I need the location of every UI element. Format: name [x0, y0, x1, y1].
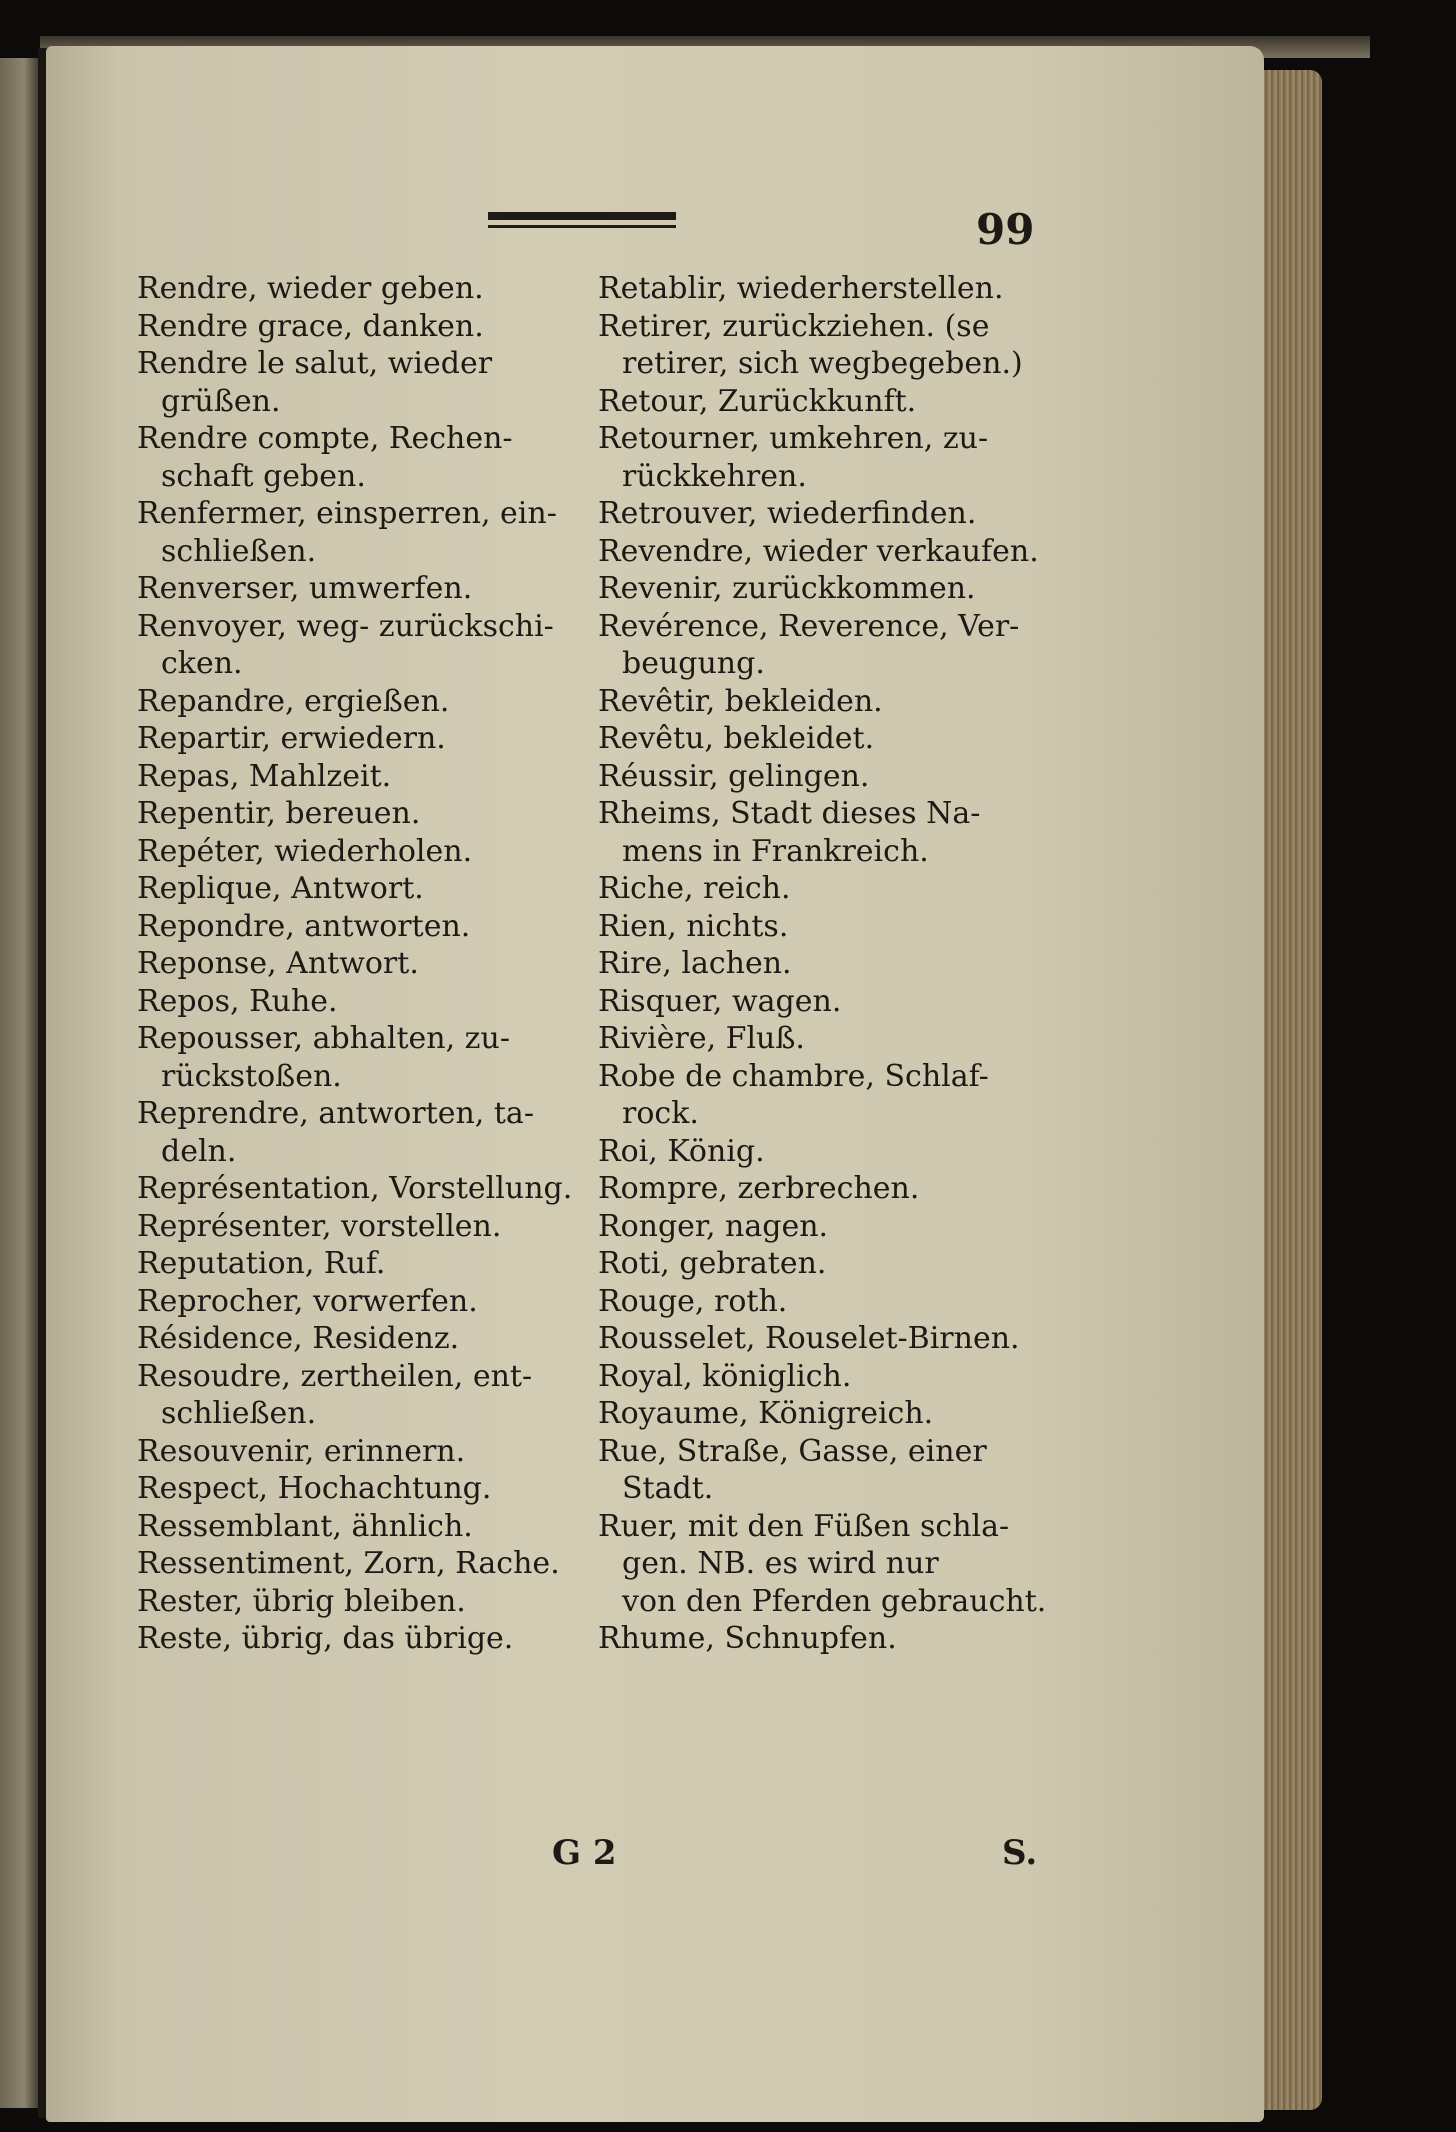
dictionary-line: Roi, König.	[598, 1133, 765, 1169]
dictionary-line: Revendre, wieder verkaufen.	[598, 533, 1039, 569]
dictionary-line: Retourner, umkehren, zu-	[598, 421, 989, 456]
header-rule	[488, 212, 676, 228]
dictionary-line: retirer, sich wegbegeben.)	[622, 346, 1023, 381]
dictionary-line: Respect, Hochachtung.	[137, 1471, 492, 1506]
dictionary-line: Rien, nichts.	[598, 908, 789, 944]
dictionary-line: rock.	[622, 1096, 699, 1131]
dictionary-line: Repentir, bereuen.	[137, 796, 421, 831]
page-number: 99	[976, 205, 1035, 254]
dictionary-line: Rompre, zerbrechen.	[598, 1171, 920, 1206]
dictionary-line: Revêtu, bekleidet.	[598, 721, 875, 756]
dictionary-line: Retirer, zurückziehen. (se	[598, 308, 990, 344]
dictionary-line: Repas, Mahlzeit.	[137, 758, 392, 794]
dictionary-line: Repartir, erwiedern.	[137, 721, 446, 756]
dictionary-line: Rivière, Fluß.	[598, 1021, 805, 1056]
dictionary-line: Repéter, wiederholen.	[137, 833, 473, 869]
dictionary-line: Repousser, abhalten, zu-	[137, 1021, 510, 1056]
dictionary-line: Rouge, roth.	[598, 1283, 788, 1319]
dictionary-line: schließen.	[161, 533, 317, 569]
dictionary-line: Rousselet, Rouselet-Birnen.	[598, 1321, 1020, 1356]
dictionary-line: Renverser, umwerfen.	[137, 571, 473, 606]
dictionary-line: Reponse, Antwort.	[137, 946, 419, 981]
dictionary-line: gen. NB. es wird nur	[622, 1546, 939, 1581]
dictionary-line: Ronger, nagen.	[598, 1208, 829, 1244]
dictionary-line: Représentation, Vorstellung.	[137, 1171, 573, 1206]
dictionary-line: Ressentiment, Zorn, Rache.	[137, 1546, 560, 1581]
dictionary-line: Replique, Antwort.	[137, 871, 424, 906]
dictionary-line: cken.	[161, 646, 243, 681]
dictionary-line: Repos, Ruhe.	[137, 983, 338, 1019]
dictionary-line: Rendre le salut, wieder	[137, 346, 493, 381]
dictionary-line: Revêtir, bekleiden.	[598, 683, 883, 719]
dictionary-line: Rendre, wieder geben.	[137, 271, 484, 306]
dictionary-line: Représenter, vorstellen.	[137, 1208, 502, 1244]
catchword: S.	[1002, 1833, 1038, 1873]
dictionary-line: Roti, gebraten.	[598, 1246, 827, 1281]
dictionary-line: Rendre compte, Rechen-	[137, 421, 513, 456]
dictionary-line: Renvoyer, weg- zurückschi-	[137, 608, 554, 644]
dictionary-line: Rester, übrig bleiben.	[137, 1583, 466, 1619]
facing-page-edge	[0, 58, 40, 2108]
dictionary-line: Rheims, Stadt dieses Na-	[598, 796, 981, 831]
page-block-edges	[1262, 70, 1322, 2110]
dictionary-line: schaft geben.	[161, 458, 366, 494]
right-column	[598, 270, 1068, 1658]
dictionary-line: Repondre, antworten.	[137, 908, 471, 944]
dictionary-line: Repandre, ergießen.	[137, 683, 450, 719]
dictionary-line: grüßen.	[161, 383, 281, 419]
dictionary-line: schließen.	[161, 1396, 317, 1431]
dictionary-line: Rue, Straße, Gasse, einer	[598, 1433, 987, 1469]
dictionary-line: mens in Frankreich.	[622, 833, 929, 869]
dictionary-line: von den Pferden gebraucht.	[622, 1583, 1047, 1619]
dictionary-line: Résidence, Residenz.	[137, 1321, 460, 1356]
dictionary-line: Rendre grace, danken.	[137, 308, 484, 344]
dictionary-line: rückkehren.	[622, 458, 807, 494]
dictionary-line: Ressemblant, ähnlich.	[137, 1508, 473, 1544]
dictionary-line: Riche, reich.	[598, 871, 791, 906]
dictionary-line: Reputation, Ruf.	[137, 1246, 386, 1281]
dictionary-line: Rire, lachen.	[598, 946, 792, 981]
left-column	[137, 270, 577, 1658]
dictionary-line: Renfermer, einsperren, ein-	[137, 496, 557, 531]
dictionary-line: Risquer, wagen.	[598, 983, 842, 1019]
dictionary-line: rückstoßen.	[161, 1058, 342, 1094]
dictionary-line: Retrouver, wiederfinden.	[598, 496, 977, 531]
dictionary-line: Royal, königlich.	[598, 1358, 852, 1394]
dictionary-line: Resouvenir, erinnern.	[137, 1433, 466, 1469]
dictionary-line: Réussir, gelingen.	[598, 758, 870, 794]
dictionary-line: deln.	[161, 1133, 237, 1169]
signature-mark: G 2	[552, 1833, 617, 1873]
dictionary-line: Robe de chambre, Schlaf-	[598, 1058, 989, 1094]
dictionary-line: Reste, übrig, das übrige.	[137, 1621, 514, 1656]
dictionary-line: Reprocher, vorwerfen.	[137, 1283, 478, 1319]
dictionary-line: beugung.	[622, 646, 765, 681]
dictionary-line: Retour, Zurückkunft.	[598, 383, 917, 419]
dictionary-line: Rhume, Schnupfen.	[598, 1621, 897, 1656]
dictionary-line: Royaume, Königreich.	[598, 1396, 934, 1431]
dictionary-line: Retablir, wiederherstellen.	[598, 271, 1004, 306]
dictionary-line: Revenir, zurückkommen.	[598, 571, 976, 606]
dictionary-line: Revérence, Reverence, Ver-	[598, 608, 1020, 644]
dictionary-line: Resoudre, zertheilen, ent-	[137, 1358, 533, 1394]
dictionary-line: Ruer, mit den Füßen schla-	[598, 1508, 1010, 1544]
dictionary-line: Reprendre, antworten, ta-	[137, 1096, 534, 1131]
dictionary-line: Stadt.	[622, 1471, 714, 1506]
